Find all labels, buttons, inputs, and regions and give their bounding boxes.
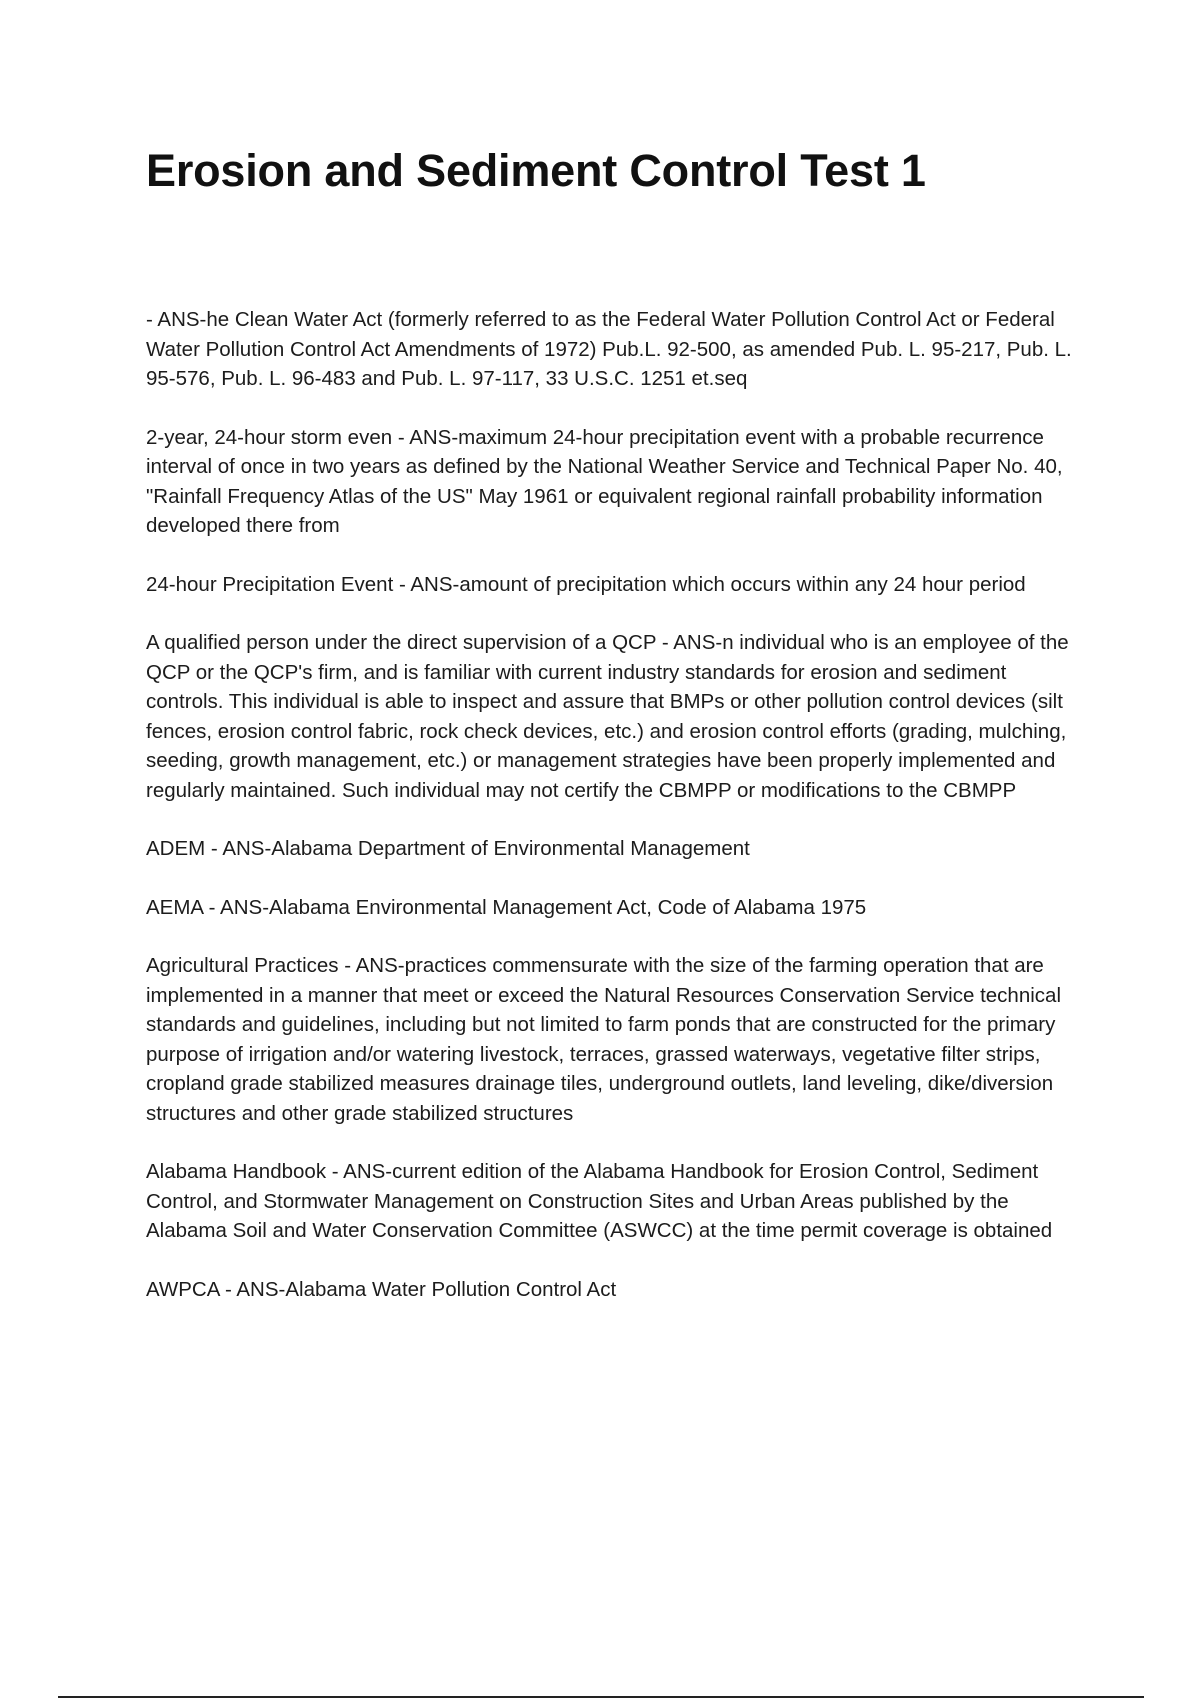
entry-aema: AEMA - ANS-Alabama Environmental Management Act, Code of Alabama 1975: [146, 895, 867, 919]
entry-clean-water-act: - ANS-he Clean Water Act (formerly referred to as the Federal Water Pollution Control Act or Federal Water Pollution Control Act Amendments of 1972) Pub.L. 92-500, as amended Pub. L. 95-217, Pub. L. 95-576, Pub. L. 96-483 and Pub. L. 97-117, 33 U.S.C. 1251 et.seq: [146, 308, 1072, 390]
entry-agricultural-practices: Agricultural Practices - ANS-practices commensurate with the size of the farming operation that are implemented in a manner that meet or exceed the Natural Resources Conservation Service technical standards and guidelines, including but not limited to farm ponds that are constructed for the primary purpose of irrigation and/or watering livestock, terraces, grassed waterways, vegetative filter strips, cropland grade stabilized measures drainage tiles, underground outlets, land leveling, dike/diversion structures and other grade stabilized structures: [146, 954, 1061, 1125]
footer-divider: [58, 1696, 1144, 1698]
entry-adem: ADEM - ANS-Alabama Department of Environmental Management: [146, 837, 750, 860]
entry-alabama-handbook: Alabama Handbook - ANS-current edition of the Alabama Handbook for Erosion Control, Sediment Control, and Stormwater Management on Construction Sites and Urban Areas published by the Alabama Soil and Water Conservation Committee (ASWCC) at the time permit coverage is obtained: [146, 1160, 1053, 1242]
entry-awpca: AWPCA - ANS-Alabama Water Pollution Control Act: [146, 1277, 617, 1301]
entry-list: [146, 305, 1086, 1333]
entry-24-hour-precipitation: 24-hour Precipitation Event - ANS-amount of precipitation which occurs within any 24 hour period: [146, 572, 1026, 596]
entry-qualified-person: A qualified person under the direct supervision of a QCP - ANS-n individual who is an employee of the QCP or the QCP's firm, and is familiar with current industry standards for erosion and sediment controls. This individual is able to inspect and assure that BMPs or other pollution control devices (silt fences, erosion control fabric, rock check devices, etc.) and erosion control efforts (grading, mulching, seeding, growth management, etc.) or management strategies have been properly implemented and regularly maintained. Such individual may not certify the CBMPP or modifications to the CBMPP: [146, 631, 1069, 802]
entry-2-year-storm: 2-year, 24-hour storm even - ANS-maximum 24-hour precipitation event with a probable recurrence interval of once in two years as defined by the National Weather Service and Technical Paper No. 40, "Rainfall Frequency Atlas of the US" May 1961 or equivalent regional rainfall probability information developed there from: [146, 425, 1063, 537]
page-title: Erosion and Sediment Control Test 1: [146, 145, 926, 196]
